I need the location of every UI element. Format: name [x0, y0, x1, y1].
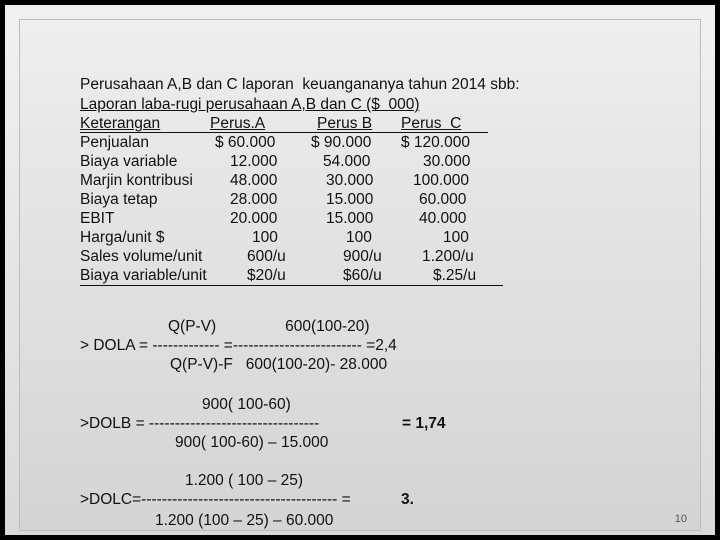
dolc-numerator: 1.200 ( 100 – 25)	[185, 472, 304, 489]
table-cell: $.25/u	[433, 267, 477, 284]
page-number: 10	[674, 513, 687, 525]
table-cell: 30.000	[326, 172, 374, 189]
table-cell: 900/u	[343, 248, 382, 265]
table-cell: 100	[252, 229, 278, 246]
table-cell: 12.000	[230, 153, 278, 170]
dolb-denominator: 900( 100-60) – 15.000	[175, 434, 329, 451]
table-cell: 15.000	[326, 191, 374, 208]
table-cell: Marjin kontribusi	[80, 172, 193, 189]
table-cell: 28.000	[230, 191, 278, 208]
table-cell: Biaya tetap	[80, 191, 158, 208]
table-cell: Biaya variable/unit	[80, 267, 207, 284]
table-cell: EBIT	[80, 210, 115, 227]
dolc-equation: >DOLC=-------------------------------------- =	[80, 491, 355, 508]
dolb-numerator: 900( 100-60)	[202, 396, 291, 413]
table-cell: 100.000	[413, 172, 470, 189]
table-cell: Sales volume/unit	[80, 248, 203, 265]
table-header-keterangan: Keterangan	[80, 115, 161, 132]
table-cell: 1.200/u	[422, 248, 474, 265]
table-header-perus-b: Perus B	[317, 115, 373, 132]
table-cell: 60.000	[419, 191, 467, 208]
table-cell: 15.000	[326, 210, 374, 227]
dolb-equation: >DOLB = ---------------------------------	[80, 415, 320, 432]
table-cell: Biaya variable	[80, 153, 178, 170]
table-cell: $20/u	[247, 267, 286, 284]
table-bottom-rule	[80, 285, 503, 286]
dola-equation: > DOLA = ------------- =------------------------- =2,4	[80, 337, 397, 354]
intro-line-2: Laporan laba-rugi perusahaan A,B dan C ($ 000)	[80, 96, 420, 113]
table-cell: 600/u	[247, 248, 286, 265]
table-header-perus-c: Perus C	[401, 115, 462, 132]
dolc-denominator: 1.200 (100 – 25) – 60.000	[155, 512, 334, 529]
table-cell: 100	[346, 229, 372, 246]
table-cell: $ 60.000	[215, 134, 276, 151]
dola-denominator: Q(P-V)-F 600(100-20)- 28.000	[170, 356, 388, 373]
table-cell: 48.000	[230, 172, 278, 189]
table-header-perus-a: Perus.A	[210, 115, 266, 132]
table-cell: 30.000	[423, 153, 471, 170]
table-cell: Penjualan	[80, 134, 149, 151]
table-cell: 40.000	[419, 210, 467, 227]
table-cell: Harga/unit $	[80, 229, 165, 246]
table-cell: $ 120.000	[401, 134, 470, 151]
dola-numerator: Q(P-V) 600(100-20)	[168, 318, 370, 335]
table-cell: 100	[443, 229, 469, 246]
table-cell: $ 90.000	[311, 134, 372, 151]
table-cell: 54.000	[323, 153, 371, 170]
dolc-result: 3.	[401, 491, 414, 508]
table-cell: $60/u	[343, 267, 382, 284]
intro-line-1: Perusahaan A,B dan C laporan keuangananya tahun 2014 sbb:	[80, 76, 520, 93]
dolb-result: = 1,74	[402, 415, 446, 432]
table-cell: 20.000	[230, 210, 278, 227]
